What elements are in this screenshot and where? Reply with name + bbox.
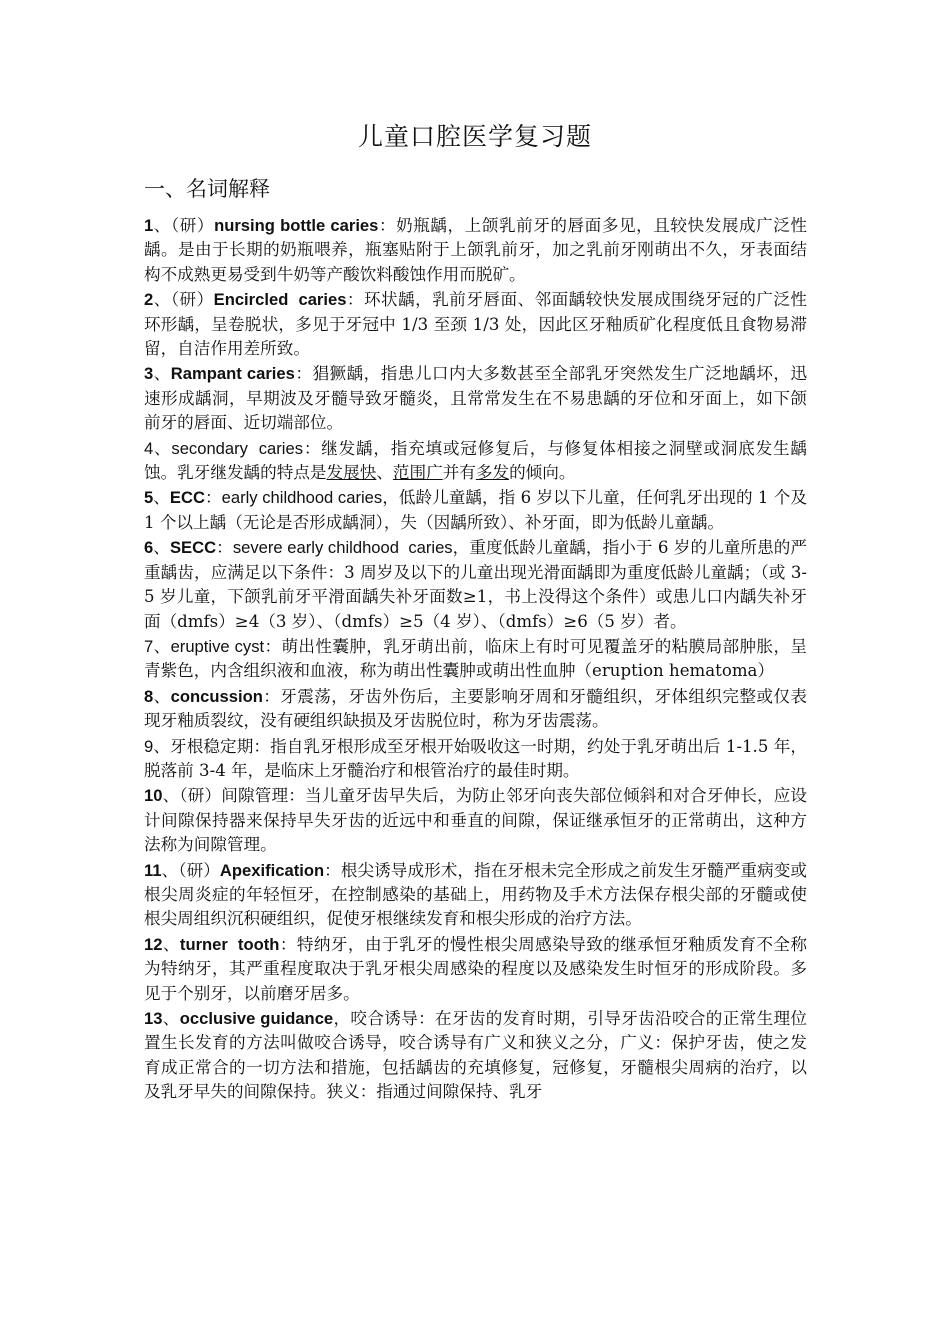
item-term: secondary caries: [171, 438, 304, 458]
section-heading: 一、名词解释: [144, 177, 270, 201]
list-item: [144, 1007, 807, 1105]
item-prefix: 、: [153, 488, 170, 508]
item-latin-term: severe early childhood caries: [232, 538, 453, 558]
item-number: 7: [144, 636, 154, 656]
list-item: [144, 933, 807, 1006]
item-term: occlusive guidance: [179, 1009, 334, 1028]
item-definition: 继发龋，指充填或冠修复后，与修复体相接之洞壁或洞底发生龋蚀。乳牙继发龋的特点是: [144, 438, 808, 483]
list-item: [144, 362, 807, 435]
list-item: [144, 784, 807, 857]
list-item: [144, 214, 807, 287]
underlined-text: 范围广: [392, 463, 443, 483]
item-text: 并有: [442, 463, 476, 483]
item-term: eruptive cyst: [170, 636, 265, 656]
list-item: [144, 859, 807, 932]
item-latin-term: early childhood caries: [221, 488, 383, 508]
item-text: 、: [376, 463, 393, 483]
item-separator: ：: [288, 786, 305, 806]
item-separator: ：: [253, 736, 271, 756]
list-item: [144, 486, 807, 535]
document-title: 儿童口腔医学复习题: [357, 122, 592, 151]
item-term: nursing bottle caries: [214, 216, 379, 235]
item-separator: ：: [279, 934, 297, 954]
item-term: ECC: [169, 488, 205, 508]
item-number: 8: [144, 686, 154, 706]
item-prefix: 、（研）: [161, 860, 220, 880]
item-prefix: 、: [162, 1009, 180, 1028]
list-item: [144, 437, 807, 486]
item-definition: 根尖诱导成形术，指在牙根未完全形成之前发生牙髓严重病变或根尖周炎症的年轻恒牙，在控制感染的基础上，用药物及手术方法保存根尖部的牙髓或使根尖周组织沉积硬组织，促使牙根继续发育和根尖形成的治疗方法。: [144, 860, 808, 929]
item-definition: 咬合诱导：在牙齿的发育时期，引导牙齿沿咬合的正常生理位置生长发育的方法叫做咬合诱导，咬合诱导有广义和狭义之分，广义：保护牙齿，使之发育成正常合的一切方法和措施，包括龋齿的充填修复，冠修复，牙髓根尖周病的治疗，以及乳牙早失的间隙保持。狭义：指通过间隙保持、乳牙: [144, 1009, 808, 1102]
item-number: 11: [144, 860, 162, 880]
item-definition: 特纳牙，由于乳牙的慢性根尖周感染导致的继承恒牙釉质发育不全称为特纳牙，其严重程度取决于乳牙根尖周感染的程度以及感染发生时恒牙的形成阶段。多见于个别牙，以前磨牙居多。: [144, 934, 808, 1003]
list-item: [144, 685, 807, 734]
item-term: 间隙管理: [221, 786, 289, 806]
list-item: [144, 735, 807, 784]
underlined-text: 发展快: [326, 463, 377, 483]
item-definition: 萌出性囊肿，乳牙萌出前，临床上有时可见覆盖牙的粘膜局部肿胀，呈青紫色，内含组织液和血液，称为萌出性囊肿或萌出性血肿（eruption hematoma）: [144, 636, 808, 681]
item-prefix: 、（研）: [153, 290, 214, 310]
list-item: [144, 288, 807, 361]
item-number: 3: [144, 364, 154, 384]
item-separator: ：: [294, 364, 313, 384]
item-term: concussion: [170, 686, 263, 706]
item-number: 10: [144, 786, 163, 806]
item-separator: ：: [378, 216, 397, 235]
item-number: 12: [144, 934, 163, 954]
item-number: 9: [144, 736, 154, 756]
item-prefix: 、: [153, 438, 172, 458]
item-definition: 奶瓶龋，上颌乳前牙的唇面多见，且较快发展成广泛性龋。是由于长期的奶瓶喂养，瓶塞贴附于上颌乳前牙，加之乳前牙刚萌出不久，牙表面结构不成熟更易受到牛奶等产酸饮料酸蚀作用而脱矿。: [144, 216, 808, 284]
item-separator: ：: [324, 860, 341, 880]
item-number: 4: [144, 438, 154, 458]
item-term: SECC: [169, 538, 217, 558]
item-number: 1: [144, 216, 154, 235]
list-item: [144, 536, 807, 634]
item-number: 5: [144, 488, 154, 508]
item-number: 6: [144, 538, 154, 558]
item-text: 的倾向。: [509, 463, 576, 483]
item-separator: ：: [216, 538, 233, 558]
item-definition: 牙震荡，牙齿外伤后，主要影响牙周和牙髓组织，牙体组织完整或仅表现牙釉质裂纹，没有硬组织缺损及牙齿脱位时，称为牙齿震荡。: [144, 686, 808, 731]
item-term: turner tooth: [179, 934, 280, 954]
list-item: [144, 635, 807, 684]
item-prefix: 、: [153, 636, 171, 656]
item-term: Rampant caries: [170, 364, 295, 384]
item-definition: 指自乳牙根形成至牙根开始吸收这一时期，约处于乳牙萌出后 1-1.5 年，脱落前 3-4 年，是临床上牙髓治疗和根管治疗的最佳时期。: [144, 736, 808, 780]
underlined-text: 多发: [475, 463, 510, 483]
item-term: Encircled caries: [213, 290, 347, 310]
item-definition: 环状龋，乳前牙唇面、邻面龋较快发展成围绕牙冠的广泛性环形龋，呈卷脱状，多见于牙冠中 1/3 至颈 1/3 处，因此区牙釉质矿化程度低且食物易滞留，自洁作用差所致。: [144, 290, 808, 359]
item-term: Apexification: [219, 860, 325, 880]
item-prefix: 、: [153, 686, 171, 706]
item-prefix: 、: [153, 736, 171, 756]
item-separator: ：: [264, 636, 282, 656]
item-prefix: 、: [153, 538, 170, 558]
item-prefix: 、: [153, 364, 171, 384]
item-number: 13: [144, 1009, 163, 1028]
item-separator: ：: [303, 438, 322, 458]
item-separator: ，: [333, 1009, 351, 1028]
item-definition: 当儿童牙齿早失后，为防止邻牙向丧失部位倾斜和对合牙伸长，应设计间隙保持器来保持早失牙齿的近远中和垂直的间隙，保证继承恒牙的正常萌出，这种方法称为间隙管理。: [144, 786, 808, 855]
item-prefix: 、（研）: [153, 216, 215, 235]
item-definition: ，低龄儿童龋，指 6 岁以下儿童，任何乳牙出现的 1 个及 1 个以上龋（无论是否形成龋洞），失（因龋所致）、补牙面，即为低龄儿童龋。: [144, 488, 808, 532]
item-prefix: 、（研）: [162, 786, 222, 806]
item-separator: ：: [204, 488, 222, 508]
item-definition: ，重度低龄儿童龋，指小于 6 岁的儿童所患的严重龋齿，应满足以下条件：3 周岁及以下的儿童出现光滑面龋即为重度低龄儿童龋；（或 3-5 岁儿童，下颌乳前牙平滑面龋失补牙面数≥1，书上没得这个条件）或患儿口内龋失补牙面（dmfs）≥4（3 岁）、（dmfs）≥5（4 岁）、（dmfs）≥6（5 岁）者。: [144, 538, 808, 631]
item-definition: 猖獗龋，指患儿口内大多数甚至全部乳牙突然发生广泛地龋坏，迅速形成龋洞，早期波及牙髓导致牙髓炎，且常常发生在不易患龋的牙位和牙面上，如下颌前牙的唇面、近切端部位。: [144, 364, 808, 433]
item-prefix: 、: [162, 934, 180, 954]
definitions-list: [144, 214, 807, 1106]
item-number: 2: [144, 290, 154, 310]
item-separator: ：: [262, 686, 281, 706]
item-separator: ：: [346, 290, 364, 310]
item-term: 牙根稳定期: [170, 736, 254, 756]
